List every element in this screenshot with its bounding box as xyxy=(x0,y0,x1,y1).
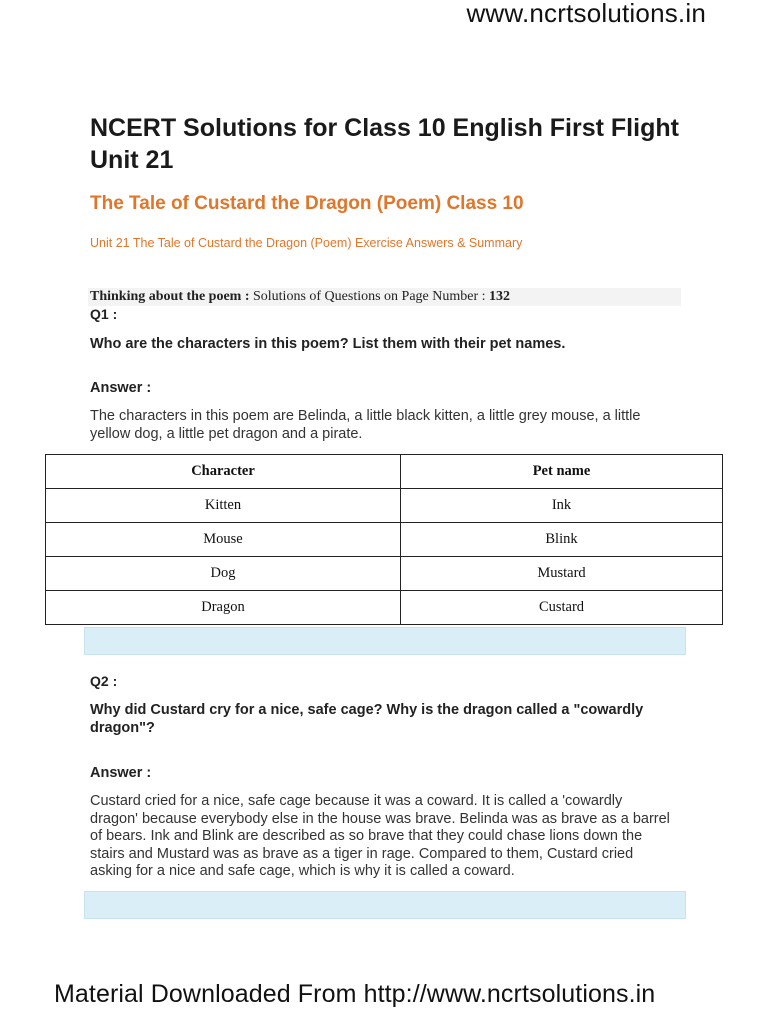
ad-placeholder-bar xyxy=(84,627,686,655)
page-title: NCERT Solutions for Class 10 English First Flight Unit 21 xyxy=(90,114,679,174)
section-label: Thinking about the poem : xyxy=(90,289,250,304)
table-row xyxy=(46,557,723,591)
table-cell: Kitten xyxy=(46,489,401,523)
subtitle: The Tale of Custard the Dragon (Poem) Class 10 xyxy=(90,193,524,214)
site-url[interactable]: www.ncrtsolutions.in xyxy=(466,0,706,28)
answer-label: Answer : xyxy=(90,380,152,396)
question-text: Why did Custard cry for a nice, safe cage? Why is the dragon called a "cowardly dragon"? xyxy=(90,702,644,736)
question-text: Who are the characters in this poem? List them with their pet names. xyxy=(90,336,566,352)
table-row xyxy=(46,523,723,557)
table-cell: Ink xyxy=(401,489,723,523)
table-cell: Dog xyxy=(46,557,401,591)
table-cell: Mustard xyxy=(401,557,723,591)
table-row xyxy=(46,591,723,625)
footer-text: Material Downloaded From http://www.ncrtsolutions.in xyxy=(54,980,656,1008)
question-label: Q2 : xyxy=(90,673,118,689)
tagline: Unit 21 The Tale of Custard the Dragon (Poem) Exercise Answers & Summary xyxy=(90,236,523,250)
section-header xyxy=(88,288,681,306)
answer-label: Answer : xyxy=(90,765,152,781)
answer-text: Custard cried for a nice, safe cage because it was a coward. It is called a 'cowardly dragon' because everybody else in the house was brave. Belinda was as brave as a barrel of bears. Ink and Blink are described as so brave that they could chase lions down the stairs and Mustard was as brave as a tiger in rage. Compared to them, Custard cried asking for a nice and safe cage, which is why it is called a coward. xyxy=(90,793,670,879)
page-number: 132 xyxy=(489,289,511,304)
section-text: Solutions of Questions on Page Number : xyxy=(252,289,486,304)
table-cell: Custard xyxy=(401,591,723,625)
table-cell: Blink xyxy=(401,523,723,557)
column-header-pet-name: Pet name xyxy=(401,455,723,489)
table-row xyxy=(46,489,723,523)
ad-placeholder-bar xyxy=(84,891,686,919)
pet-names-table xyxy=(45,454,723,625)
column-header-character: Character xyxy=(46,455,401,489)
table-cell: Mouse xyxy=(46,523,401,557)
answer-text: The characters in this poem are Belinda, a little black kitten, a little grey mouse, a little yellow dog, a little pet dragon and a pirate. xyxy=(90,408,641,442)
table-header-row xyxy=(46,455,723,489)
question-label: Q1 : xyxy=(90,306,118,322)
table-cell: Dragon xyxy=(46,591,401,625)
